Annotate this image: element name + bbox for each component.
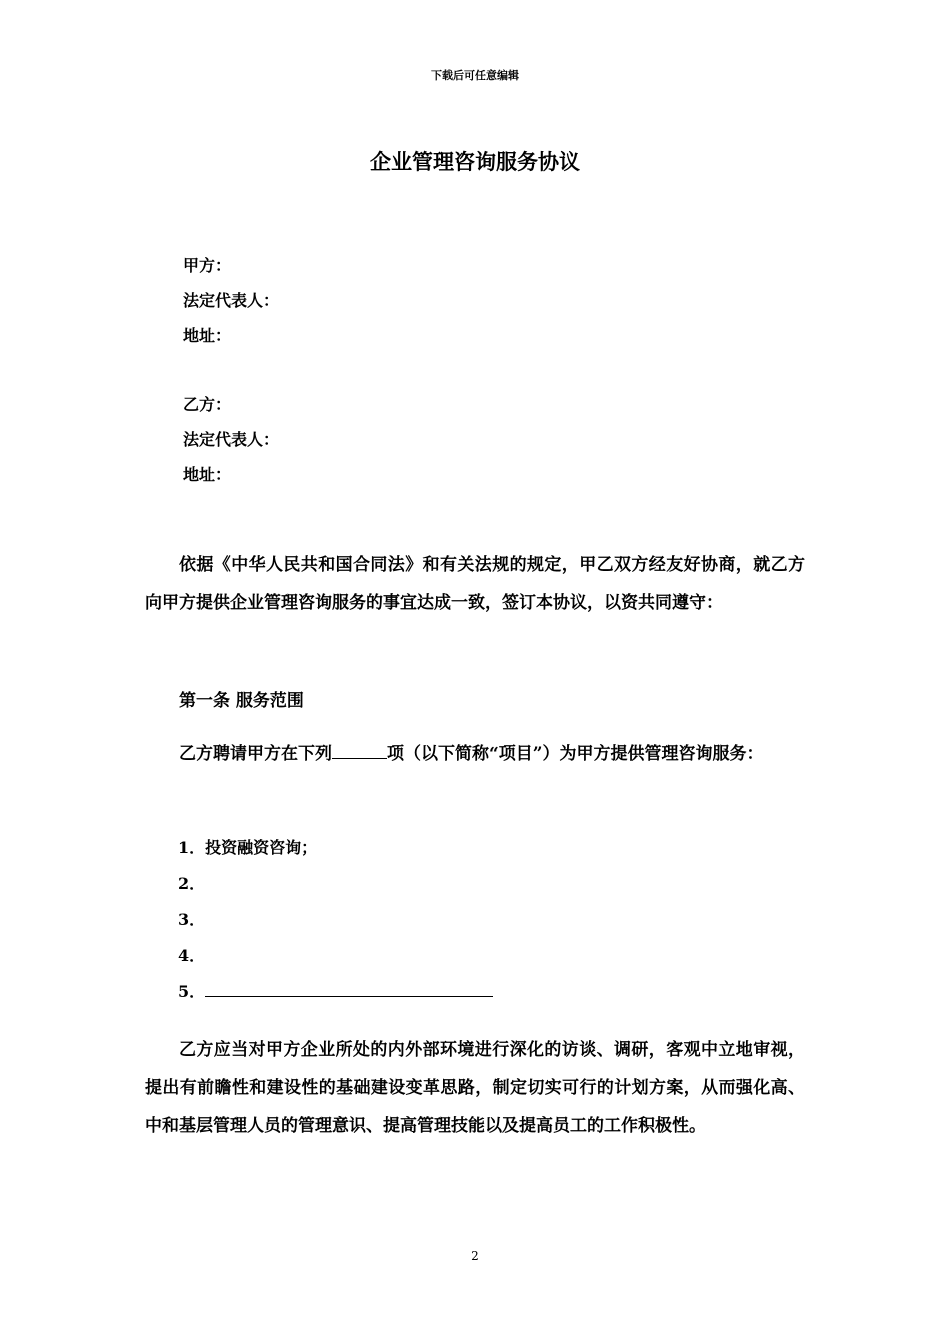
article-1-heading: 第一条 服务范围 [179,691,304,711]
list-item-5-label: 5． [178,982,206,1001]
page-header-note: 下载后可任意编辑 [431,69,519,82]
party-b-block [183,387,279,492]
page-number: 2 [471,1249,479,1263]
item-5-blank [205,980,493,997]
article-1-text-b: 项（以下简称“项目”）为甲方提供管理咨询服务： [387,744,764,764]
intro-paragraph: 依据《中华人民共和国合同法》和有关法规的规定，甲乙双方经友好协商，就乙方向甲方提供企业管理咨询服务的事宜达成一致，签订本协议，以资共同遵守： [145,555,805,613]
list-item-5 [178,974,493,1010]
list-item: 3． [178,910,206,929]
party-b-name-label: 乙方： [183,395,232,414]
party-b-rep-label: 法定代表人： [183,430,280,449]
article-1-paragraph [145,735,805,773]
list-item: 2． [178,874,206,893]
conclusion-paragraph: 乙方应当对甲方企业所处的内外部环境进行深化的访谈、调研，客观中立地审视，提出有前瞻性和建设性的基础建设变革思路，制定切实可行的计划方案，从而强化高、中和基层管理人员的管理意识、提高管理技能以及提高员工的工作积极性。 [145,1040,805,1136]
item-count-blank [332,742,387,759]
party-a-name-label: 甲方： [183,256,232,275]
party-a-block [183,248,279,353]
party-a-address-label: 地址： [183,326,232,345]
party-b-address-label: 地址： [183,465,232,484]
list-item: 1．投资融资咨询； [178,838,318,857]
service-item-list [178,830,493,1010]
article-1-text-a: 乙方聘请甲方在下列 [179,744,332,764]
document-title: 企业管理咨询服务协议 [370,149,580,174]
party-a-rep-label: 法定代表人： [183,291,280,310]
list-item: 4． [178,946,206,965]
